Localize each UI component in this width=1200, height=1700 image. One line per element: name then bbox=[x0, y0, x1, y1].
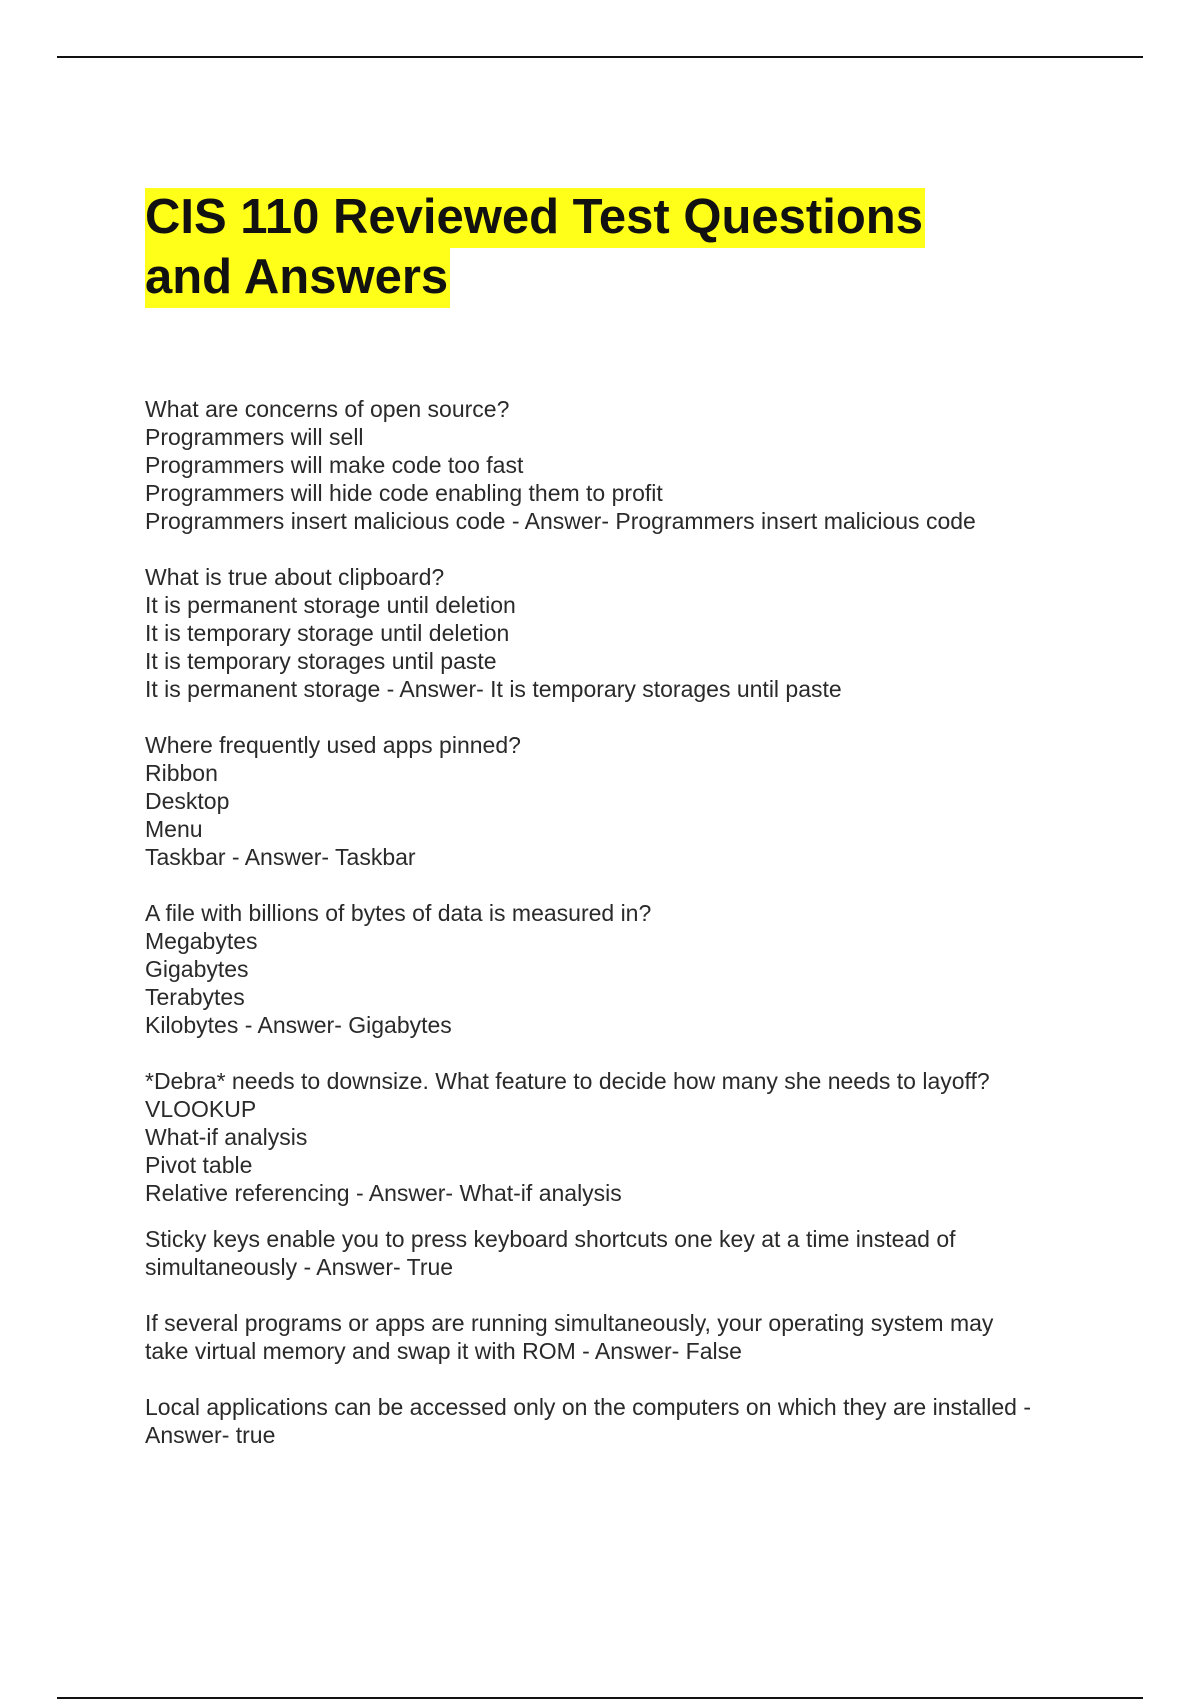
answer-text: It is permanent storage - Answer- It is temporary storages until paste bbox=[145, 676, 842, 702]
bottom-divider bbox=[57, 1697, 1143, 1699]
qa-downsize bbox=[145, 1067, 1105, 1207]
qa-clipboard bbox=[145, 563, 1105, 703]
option-text: Pivot table bbox=[145, 1152, 253, 1178]
document-title bbox=[145, 187, 1105, 307]
option-text: Ribbon bbox=[145, 760, 218, 786]
qa-open-source bbox=[145, 395, 1105, 535]
option-text: VLOOKUP bbox=[145, 1096, 257, 1122]
title-line-1: CIS 110 Reviewed Test Questions bbox=[145, 188, 925, 248]
question-list bbox=[145, 395, 1105, 1449]
title-line-2: and Answers bbox=[145, 248, 450, 308]
question-text: A file with billions of bytes of data is measured in? bbox=[145, 900, 652, 926]
question-text: Where frequently used apps pinned? bbox=[145, 732, 521, 758]
option-text: Desktop bbox=[145, 788, 230, 814]
option-text: Programmers will hide code enabling them to profit bbox=[145, 480, 663, 506]
option-text: Menu bbox=[145, 816, 203, 842]
option-text: Gigabytes bbox=[145, 956, 249, 982]
answer-text: Kilobytes - Answer- Gigabytes bbox=[145, 1012, 452, 1038]
question-text: What is true about clipboard? bbox=[145, 564, 445, 590]
answer-text: Programmers insert malicious code - Answer- Programmers insert malicious code bbox=[145, 508, 976, 534]
option-text: It is permanent storage until deletion bbox=[145, 592, 516, 618]
qa-local-applications bbox=[145, 1393, 1105, 1449]
qa-pinned-apps bbox=[145, 731, 1105, 871]
statement-text: Local applications can be accessed only on the computers on which they are installed - bbox=[145, 1394, 1032, 1420]
option-text: It is temporary storage until deletion bbox=[145, 620, 510, 646]
qa-virtual-memory bbox=[145, 1309, 1105, 1365]
question-text: *Debra* needs to downsize. What feature to decide how many she needs to layoff? bbox=[145, 1068, 990, 1094]
top-divider bbox=[57, 56, 1143, 58]
answer-text: Answer- true bbox=[145, 1422, 276, 1448]
question-text: What are concerns of open source? bbox=[145, 396, 510, 422]
option-text: Programmers will make code too fast bbox=[145, 452, 524, 478]
qa-file-size bbox=[145, 899, 1105, 1039]
option-text: It is temporary storages until paste bbox=[145, 648, 497, 674]
document-page bbox=[145, 187, 1105, 1477]
option-text: Megabytes bbox=[145, 928, 258, 954]
option-text: What-if analysis bbox=[145, 1124, 308, 1150]
answer-text: Taskbar - Answer- Taskbar bbox=[145, 844, 416, 870]
option-text: Programmers will sell bbox=[145, 424, 364, 450]
statement-text: If several programs or apps are running simultaneously, your operating system may bbox=[145, 1310, 994, 1336]
statement-text: Sticky keys enable you to press keyboard shortcuts one key at a time instead of bbox=[145, 1226, 956, 1252]
option-text: Terabytes bbox=[145, 984, 245, 1010]
qa-sticky-keys bbox=[145, 1225, 1105, 1281]
answer-text: Relative referencing - Answer- What-if analysis bbox=[145, 1180, 622, 1206]
answer-text: take virtual memory and swap it with ROM - Answer- False bbox=[145, 1338, 742, 1364]
answer-text: simultaneously - Answer- True bbox=[145, 1254, 454, 1280]
